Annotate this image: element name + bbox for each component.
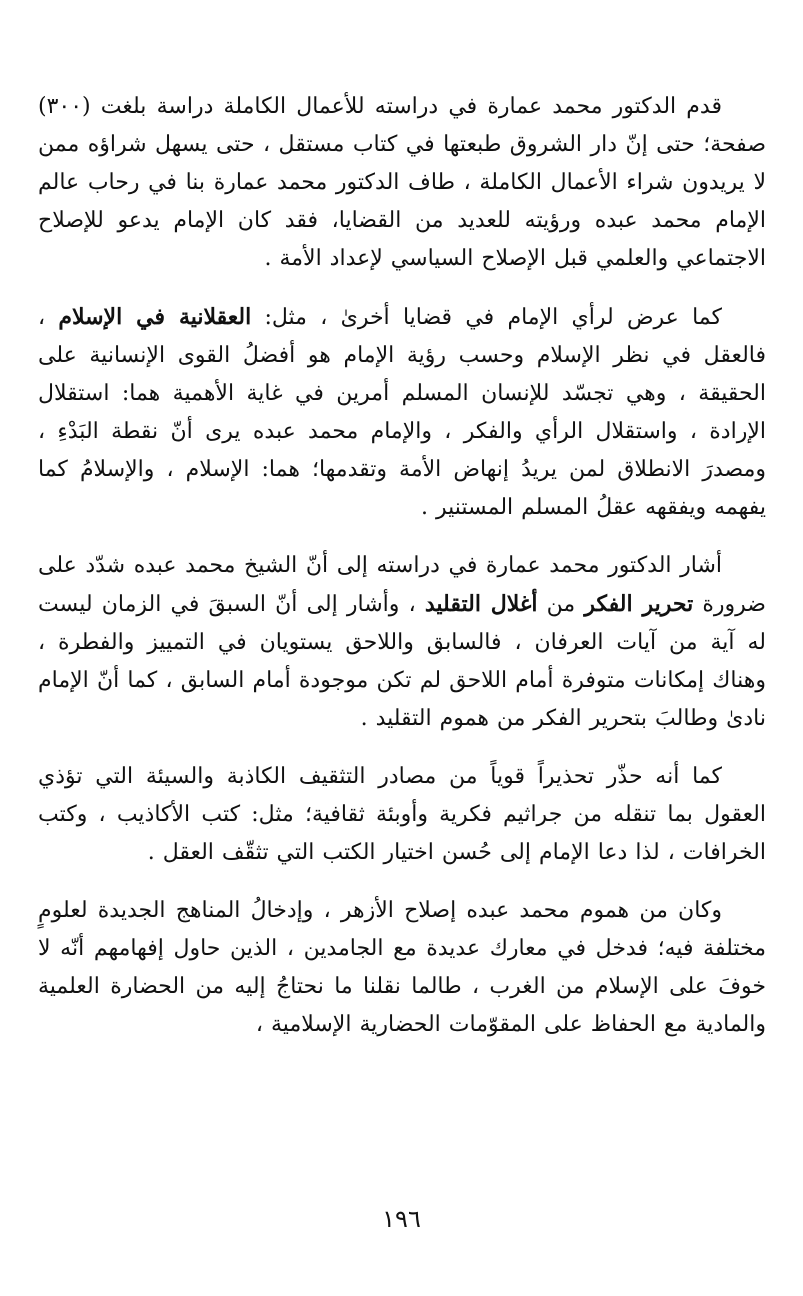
paragraph-3 [38, 547, 766, 738]
paragraph-2-bold-term: العقلانية في الإسلام [58, 304, 252, 330]
paragraph-3-text-b: من [537, 592, 585, 617]
paragraph-5-text: وكان من هموم محمد عبده إصلاح الأزهر ، وإدخالُ المناهج الجديدة لعلومٍ مختلفة فيه؛ فدخل في معارك عديدة مع الجامدين ، الذين حاول إفهامهم أنّه لا خوفَ على الإسلام من الغرب ، طالما نقلنا ما نحتاجُ إليه من الحضارة العلمية والمادية مع الحفاظ على المقوّمات الحضارية الإسلامية ، [38, 898, 766, 1037]
paragraph-5 [38, 892, 766, 1044]
paragraph-3-bold-term-1: تحرير الفكر [584, 591, 694, 617]
paragraph-3-bold-term-2: أغلال التقليد [424, 591, 538, 617]
paragraph-1 [38, 88, 766, 278]
paragraph-2-text-b: ، فالعقل في نظر الإسلام وحسب رؤية الإمام هو أفضلُ القوى الإنسانية على الحقيقة ، وهي تجسّد للإنسان المسلم أمرين في غاية الأهمية هما: استقلال الإرادة ، واستقلال الرأي والفكر ، والإمام محمد عبده يرى أنّ نقطة البَدْءِ ، ومصدرَ الانطلاق لمن يريدُ إنهاض الأمة وتقدمها؛ هما: الإسلام ، والإسلامُ كما يفهمه ويفقهه عقلُ المسلم المستنير . [38, 305, 766, 520]
paragraph-3-text-a: أشار الدكتور محمد عمارة في دراسته إلى أنّ الشيخ محمد عبده شدّد على ضرورة [38, 553, 766, 617]
paragraph-2 [38, 298, 766, 527]
page-body [38, 88, 766, 1064]
paragraph-4-text: كما أنه حذّر تحذيراً قوياً من مصادر التثقيف الكاذبة والسيئة التي تؤذي العقول بما تنقله من جراثيم فكرية وأوبئة ثقافية؛ مثل: كتب الأكاذيب ، وكتب الخرافات ، لذا دعا الإمام إلى حُسن اختيار الكتب التي تثقّف العقل . [38, 764, 766, 865]
paragraph-3-text-c: ، وأشار إلى أنّ السبقَ في الزمان ليست له آية من آيات العرفان ، فالسابق واللاحق يستويان في التمييز والفطرة ، وهناك إمكانات متوفرة أمام اللاحق لم تكن موجودة أمام السابق ، كما أنّ الإمام نادىٰ وطالبَ بتحرير الفكر من هموم التقليد . [38, 592, 766, 731]
page-number: ١٩٦ [382, 1205, 421, 1233]
paragraph-1-text: قدم الدكتور محمد عمارة في دراسته للأعمال الكاملة دراسة بلغت (٣٠٠) صفحة؛ حتى إنّ دار الشروق طبعتها في كتاب مستقل ، حتى يسهل شراؤه ممن لا يريدون شراء الأعمال الكاملة ، طاف الدكتور محمد عمارة بنا في رحاب عالم الإمام محمد عبده ورؤيته للعديد من القضايا، فقد كان الإمام يدعو للإصلاح الاجتماعي والعلمي قبل الإصلاح السياسي لإعداد الأمة . [38, 94, 766, 271]
paragraph-4 [38, 758, 766, 872]
paragraph-2-text-a: كما عرض لرأي الإمام في قضايا أخرىٰ ، مثل: [251, 305, 722, 330]
